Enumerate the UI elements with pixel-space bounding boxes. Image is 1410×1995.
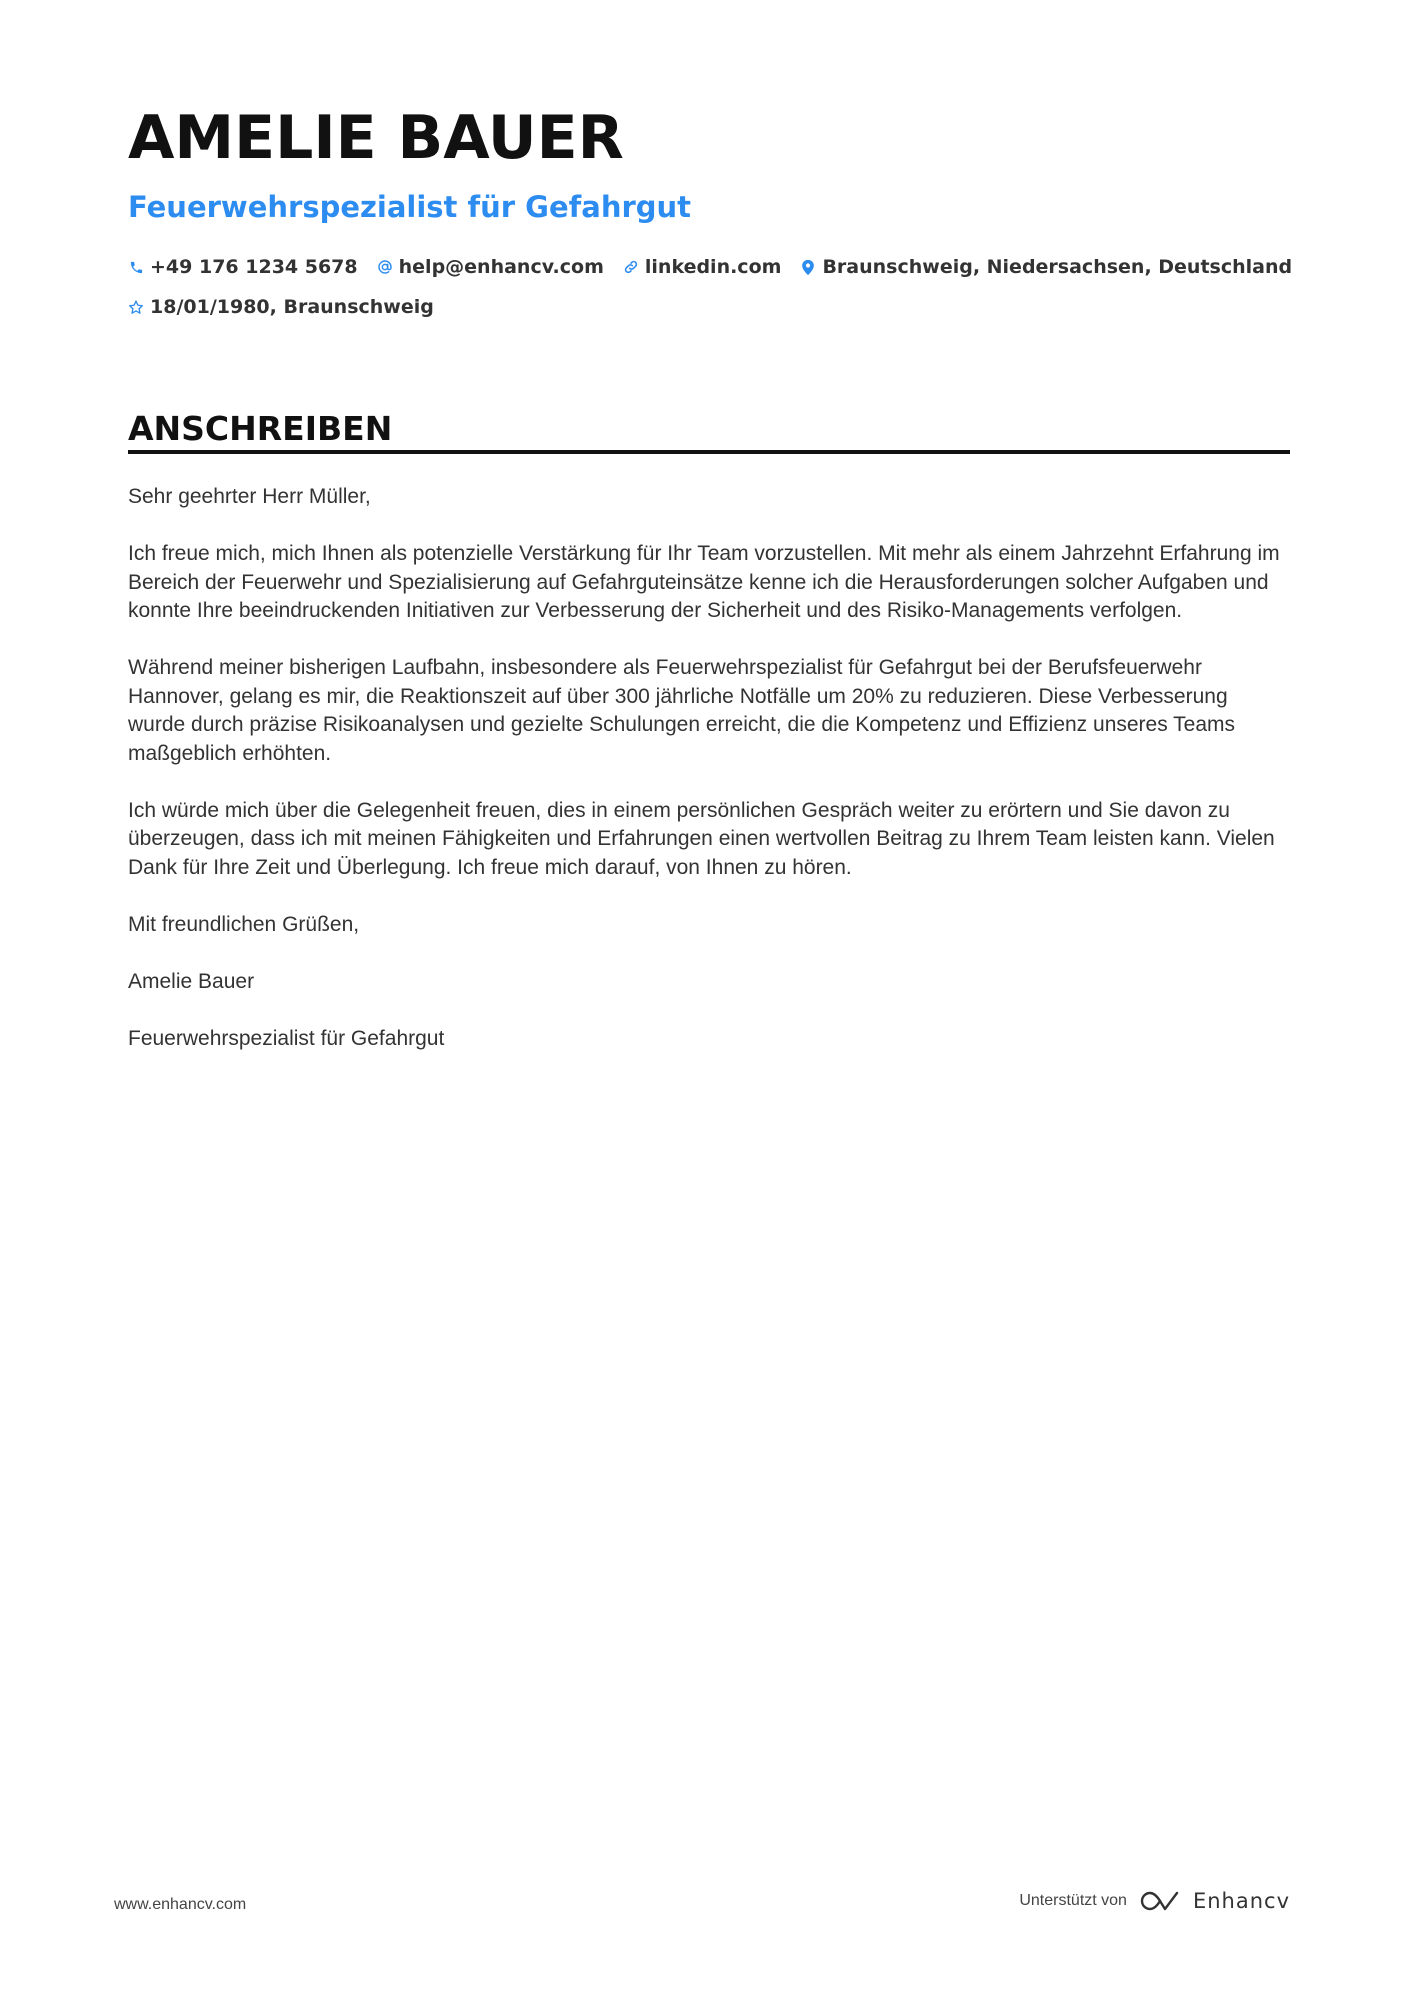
contact-row-primary (128, 256, 1311, 278)
letter-closing: Mit freundlichen Grüßen, (128, 912, 360, 936)
contact-email[interactable] (377, 256, 604, 278)
contact-birth (128, 296, 434, 318)
signature-role: Feuerwehrspezialist für Gefahrgut (128, 1026, 445, 1050)
star-icon (128, 298, 144, 316)
letter-body (128, 483, 1290, 1082)
letter-paragraph: Während meiner bisherigen Laufbahn, insbesondere als Feuerwehrspezialist für Gefahrgut bei der Berufsfeuerwehr Hannover, gelang es mir, die Reaktionszeit auf über 300 jährliche Notfälle um 20% zu reduzieren. Diese Verbesserung wurde durch präzise Risikoanalysen und gezielte Schulungen erreicht, die die Kompetenz und Effizienz unseres Teams maßgeblich erhöhten. (128, 656, 1236, 765)
footer-powered-by: Unterstützt von (1019, 1892, 1127, 1909)
candidate-role: Feuerwehrspezialist für Gefahrgut (128, 190, 692, 224)
candidate-name: AMELIE BAUER (128, 103, 624, 173)
section-title-cover-letter: ANSCHREIBEN (128, 409, 393, 448)
letter-paragraph: Ich würde mich über die Gelegenheit freuen, dies in einem persönlichen Gespräch weiter zu erörtern und Sie davon zu überzeugen, dass ich mit meinen Fähigkeiten und Erfahrungen einen wertvollen Beitrag zu Ihrem Team leisten kann. Vielen Dank für Ihre Zeit und Überlegung. Ich freue mich darauf, von Ihnen zu hören. (128, 798, 1275, 879)
contact-email-text: help@enhancv.com (398, 256, 604, 278)
signature-name: Amelie Bauer (128, 969, 255, 993)
contact-phone[interactable] (128, 256, 358, 278)
contact-location (800, 256, 1292, 278)
contact-phone-text: +49 176 1234 5678 (150, 256, 358, 278)
contact-linkedin[interactable] (623, 256, 782, 278)
link-icon (623, 258, 639, 276)
footer-website-link[interactable]: www.enhancv.com (114, 1896, 247, 1913)
contact-row-secondary (128, 296, 453, 318)
contact-location-text: Braunschweig, Niedersachsen, Deutschland (822, 256, 1293, 278)
section-divider (128, 450, 1290, 454)
phone-icon (128, 258, 144, 276)
letter-salutation: Sehr geehrter Herr Müller, (128, 485, 371, 508)
footer-branding[interactable] (1019, 1888, 1290, 1914)
at-icon (377, 258, 393, 276)
contact-linkedin-text: linkedin.com (644, 256, 782, 278)
enhancv-logo-icon (1139, 1888, 1185, 1914)
footer-brand-name: Enhancv (1192, 1889, 1290, 1913)
map-pin-icon (800, 258, 816, 276)
contact-birth-text: 18/01/1980, Braunschweig (150, 296, 434, 318)
letter-paragraph: Ich freue mich, mich Ihnen als potenzielle Verstärkung für Ihr Team vorzustellen. Mit mehr als einem Jahrzehnt Erfahrung im Bereich der Feuerwehr und Spezialisierung auf Gefahrguteinsätze kenne ich die Herausforderungen solcher Aufgaben und konnte Ihre beeindruckenden Initiativen zur Verbesserung der Sicherheit und des Risiko-Managements verfolgen. (128, 542, 1280, 622)
